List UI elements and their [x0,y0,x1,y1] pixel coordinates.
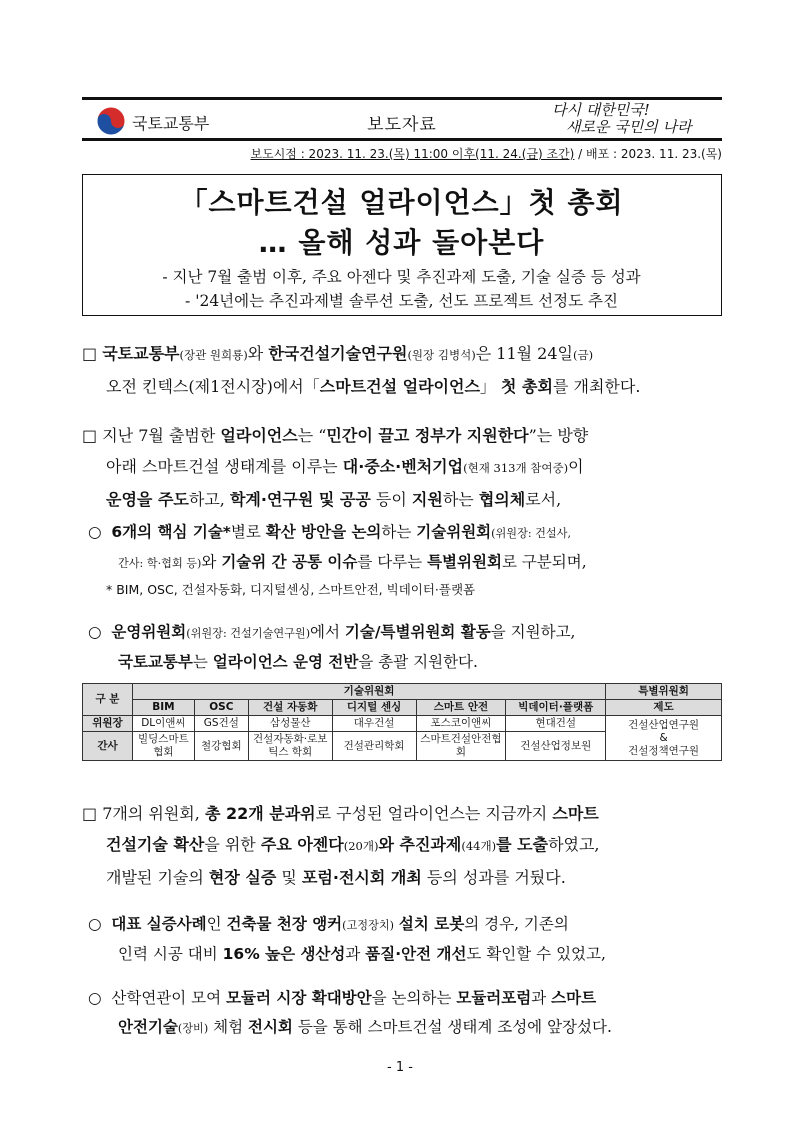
table-cell: GS건설 [194,716,248,732]
p3-line-2: 건설기술 확산을 위한 주요 아젠다(20개)와 추진과제(44개)를 도출하였고, [106,835,600,854]
b4-line-2: 안전기술(장비) 체험 전시회 등을 통해 스마트건설 생태계 조성에 앞장섰다. [118,1018,612,1036]
distribution-date: / 배포 : 2023. 11. 23.(목) [574,147,722,161]
subheader-cell: 디지털 센싱 [332,700,416,716]
subheader-cell: OSC [194,700,248,716]
p2-line-3: 운영을 주도하고, 학계·연구원 및 공공 등이 지원하는 협의체로서, [106,490,562,509]
table-cell: 건설자동화·로보틱스 학회 [248,732,332,761]
paragraph-1 [82,338,727,402]
slogan [552,102,702,140]
subheader-cell: BIM [132,700,194,716]
committee-table [82,683,722,761]
table-cell: 철강협회 [194,732,248,761]
release-info [82,145,722,162]
subheader-cell: 빅데이터·플랫폼 [506,700,606,716]
special-committee-cell: 건설산업연구원 & 건설정책연구원 [606,716,722,761]
bullet-2 [88,618,728,677]
b1-line-2: 간사: 학·협회 등)와 기술위 간 공통 이슈를 다루는 특별위원회로 구분되며, [118,553,587,571]
header-special-committee: 특별위원회 [606,684,722,700]
page-number: - 1 - [387,1060,413,1075]
table-cell: 건설산업정보원 [506,732,606,761]
subheader-cell: 제도 [606,700,722,716]
p1-line-2: 오전 킨텍스(제1전시장)에서「스마트건설 얼라이언스」 첫 총회를 개최한다. [106,377,641,396]
table-cell: 현대건설 [506,716,606,732]
title-line-1: 「스마트건설 얼라이언스」첫 총회 [179,186,624,219]
p2-line-2: 아래 스마트건설 생태계를 이루는 대·중소·벤처기업(현재 313개 참여중)이 [106,457,584,476]
table-row [83,716,722,732]
table-cell: 삼성물산 [248,716,332,732]
table-cell: 포스코이앤씨 [416,716,506,732]
b4-line-1: ○ 산학연관이 모여 모듈러 시장 확대방안을 논의하는 모듈러포럼과 스마트 [88,989,597,1007]
row-label-secretary: 간사 [83,732,133,761]
table-cell: DL이앤씨 [132,716,194,732]
table-cell: 건설관리학회 [332,732,416,761]
p1-line-1: □ 국토교통부(장관 원희룡)와 한국건설기술연구원(원장 김병석)은 11월 24일(금) [82,344,594,363]
header-tech-committee: 기술위원회 [132,684,605,700]
title-box [82,174,722,316]
table-cell: 빌딩스마트협회 [132,732,194,761]
table-cell: 스마트건설안전협회 [416,732,506,761]
document-type: 보도자료 [367,115,437,135]
subheader-cell: 스마트 안전 [416,700,506,716]
b3-line-2: 인력 시공 대비 16% 높은 생산성과 품질·안전 개선도 확인할 수 있었고, [118,945,606,963]
bullet-4 [88,984,728,1043]
ministry-name: 국토교통부 [132,114,210,133]
header-category: 구 분 [83,684,133,716]
p3-line-1: □ 7개의 위원회, 총 22개 분과위로 구성된 얼라이언스는 지금까지 스마트 [82,804,599,823]
b2-line-1: ○ 운영위원회(위원장: 건설기술연구원)에서 기술/특별위원회 활동을 지원하고, [88,623,576,641]
p2-line-1: □ 지난 7월 출범한 얼라이언스는 “민간이 끌고 정부가 지원한다”는 방향 [82,426,589,445]
b2-line-2: 국토교통부는 얼라이언스 운영 전반을 총괄 지원한다. [118,653,478,671]
release-time: 보도시점 : 2023. 11. 23.(목) 11:00 이후(11. 24.(금) 조간) [250,147,575,161]
slogan-line-1: 다시 대한민국! [552,101,650,119]
slogan-line-2: 새로운 국민의 나라 [566,118,692,136]
b1-line-1: ○ 6개의 핵심 기술*별로 확산 방안을 논의하는 기술위원회(위원장: 건설사, [88,523,572,541]
p3-line-3: 개발된 기술의 현장 실증 및 포럼·전시회 개최 등의 성과를 거뒀다. [106,868,566,887]
bullet-3 [88,910,728,969]
row-label-chair: 위원장 [83,716,133,732]
subheader-cell: 건설 자동화 [248,700,332,716]
table-cell: 대우건설 [332,716,416,732]
paragraph-3 [82,798,727,893]
paragraph-2 [82,420,727,515]
subtitle-2: - '24년에는 추진과제별 솔루션 도출, 선도 프로젝트 선정도 추진 [185,292,618,310]
b3-line-1: ○ 대표 실증사례인 건축물 천장 앵커(고정장치) 설치 로봇의 경우, 기존의 [88,915,569,933]
title-line-2: … 올해 성과 돌아본다 [258,226,545,259]
press-header [82,97,722,141]
footnote-core-tech: * BIM, OSC, 건설자동화, 디지털센싱, 스마트안전, 빅데이터·플랫폼 [106,582,476,597]
bullet-1 [88,518,728,602]
subtitle-1: - 지난 7월 출범 이후, 주요 아젠다 및 추진과제 도출, 기술 실증 등 성과 [162,268,641,286]
